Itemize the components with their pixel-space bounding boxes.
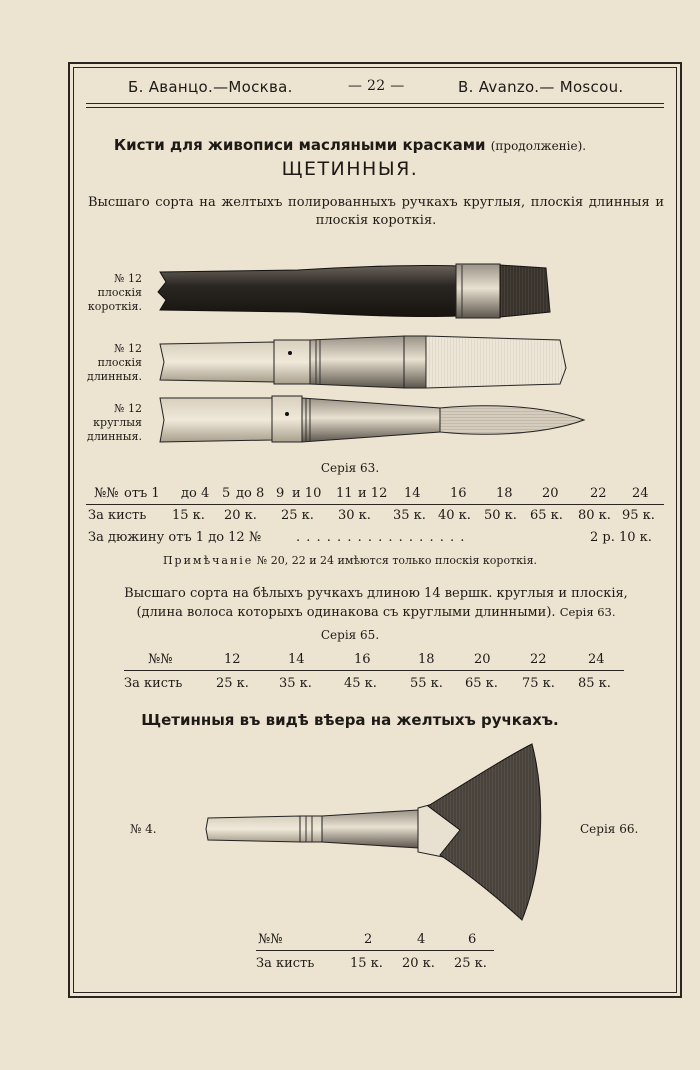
series63-header-cell: и 10 [292, 486, 322, 501]
fan-number: 2 [364, 932, 373, 947]
brush-shape: плоскія [97, 356, 142, 369]
section-title-text: Кисти для живописи масляными красками [113, 136, 486, 154]
series63-header-cell: 20 [542, 486, 559, 501]
fan-price: 20 к. [402, 956, 435, 971]
series65-price: 45 к. [344, 676, 377, 691]
series65-description-ref: Серія 63. [559, 605, 616, 619]
series65-number: 16 [354, 652, 371, 667]
brush-length: длинныя. [87, 430, 142, 443]
series63-price: 15 к. [172, 508, 205, 523]
series63-header-cell: 24 [632, 486, 649, 501]
series63-dozen-label: За дюжину отъ 1 до 12 № [88, 530, 262, 545]
fan-price: 25 к. [454, 956, 487, 971]
series63-price: 35 к. [393, 508, 426, 523]
fan-number: 4 [417, 932, 426, 947]
header-right: B. Avanzo.— Moscou. [458, 78, 624, 96]
series65-header-row [0, 652, 700, 670]
series63-note [0, 554, 700, 567]
series65-description [88, 584, 664, 622]
series63-header-cell: отъ 1 [124, 486, 160, 501]
series65-number: 14 [288, 652, 305, 667]
series65-header-label: №№ [148, 652, 173, 667]
series65-description-line2 [88, 603, 664, 622]
series63-header-row [0, 486, 700, 504]
series65-description-text: (длина волоса которыхъ одинакова съ круглыми длинными). [136, 605, 556, 620]
series63-header-cell: 5 [222, 486, 231, 501]
series63-header-cell: 16 [450, 486, 467, 501]
series63-header-cell: до 8 [236, 486, 265, 501]
series65-price-row [0, 676, 700, 694]
fan-title: Щетинныя въ видѣ вѣера на желтыхъ ручкахъ. [141, 711, 559, 729]
brush-number: № 12 [114, 342, 142, 355]
series63-rule [86, 504, 664, 505]
page-number: — 22 — [348, 78, 405, 94]
brush-flat-long-image [160, 336, 566, 388]
brush-flat-short-image [158, 264, 550, 318]
section-title-note: (продолженіе). [490, 139, 587, 153]
series63-price: 95 к. [622, 508, 655, 523]
series65-number: 12 [224, 652, 241, 667]
series63-dozen-price: 2 р. 10 к. [590, 530, 652, 545]
series63-price: 80 к. [578, 508, 611, 523]
series63-price: 40 к. [438, 508, 471, 523]
series63-price-row [0, 508, 700, 526]
fan-price: 15 к. [350, 956, 383, 971]
brush-shape: плоскія [97, 286, 142, 299]
series65-number: 18 [418, 652, 435, 667]
series63-header-label: №№ [94, 486, 119, 501]
series63-price: 30 к. [338, 508, 371, 523]
series65-price: 35 к. [279, 676, 312, 691]
series63-header-cell: 11 [336, 486, 353, 501]
series65-rule [124, 670, 624, 671]
series65-price: 55 к. [410, 676, 443, 691]
series63-header-cell: и 12 [358, 486, 388, 501]
fan-price-row [0, 956, 700, 974]
series63-caption: Серія 63. [320, 461, 380, 475]
note-text: № 20, 22 и 24 имѣются только плоскія короткія. [256, 554, 538, 567]
brush-shape: круглыя [93, 416, 142, 429]
series63-dozen-dots: . . . . . . . . . . . . . . . . . [296, 530, 466, 545]
fan-series-label: Серія 66. [580, 822, 639, 836]
series65-caption: Серія 65. [320, 628, 380, 642]
fan-number-label: № 4. [130, 822, 157, 836]
series63-header-cell: 22 [590, 486, 607, 501]
section-subtitle: ЩЕТИННЫЯ. [281, 158, 419, 180]
fan-price-label: За кисть [256, 956, 315, 971]
series65-number: 24 [588, 652, 605, 667]
series63-price: 25 к. [281, 508, 314, 523]
note-prefix: Примѣчаніе [162, 554, 254, 567]
series65-number: 22 [530, 652, 547, 667]
brush-length: длинныя. [87, 370, 142, 383]
brush-number: № 12 [114, 272, 142, 285]
brush-number: № 12 [114, 402, 142, 415]
fan-number: 6 [468, 932, 477, 947]
series65-description-line1: Высшаго сорта на бѣлыхъ ручкахъ длиною 14 вершк. круглыя и плоскія, [124, 586, 628, 601]
fan-header-row [0, 932, 700, 950]
fan-header-label: №№ [258, 932, 283, 947]
series65-price: 65 к. [465, 676, 498, 691]
series65-price: 25 к. [216, 676, 249, 691]
series63-header-cell: до 4 [181, 486, 210, 501]
series65-price: 75 к. [522, 676, 555, 691]
series63-dozen-row [0, 530, 700, 548]
fan-brush-image [206, 744, 541, 920]
header-left: Б. Аванцо.—Москва. [128, 78, 293, 96]
brush-length: короткія. [87, 300, 142, 313]
series63-price: 50 к. [484, 508, 517, 523]
series63-header-cell: 9 [276, 486, 285, 501]
series63-price: 20 к. [224, 508, 257, 523]
series65-number: 20 [474, 652, 491, 667]
series63-header-cell: 18 [496, 486, 513, 501]
series65-price-label: За кисть [124, 676, 183, 691]
fan-rule [256, 950, 494, 951]
series63-price: 65 к. [530, 508, 563, 523]
series63-header-cell: 14 [404, 486, 421, 501]
series65-price: 85 к. [578, 676, 611, 691]
brush-round-long-image [160, 396, 584, 442]
series63-price-label: За кисть [88, 508, 147, 523]
section-description: Высшаго сорта на желтыхъ полированныхъ ручкахъ круглыя, плоскія длинныя и плоскія короткія. [88, 195, 664, 228]
